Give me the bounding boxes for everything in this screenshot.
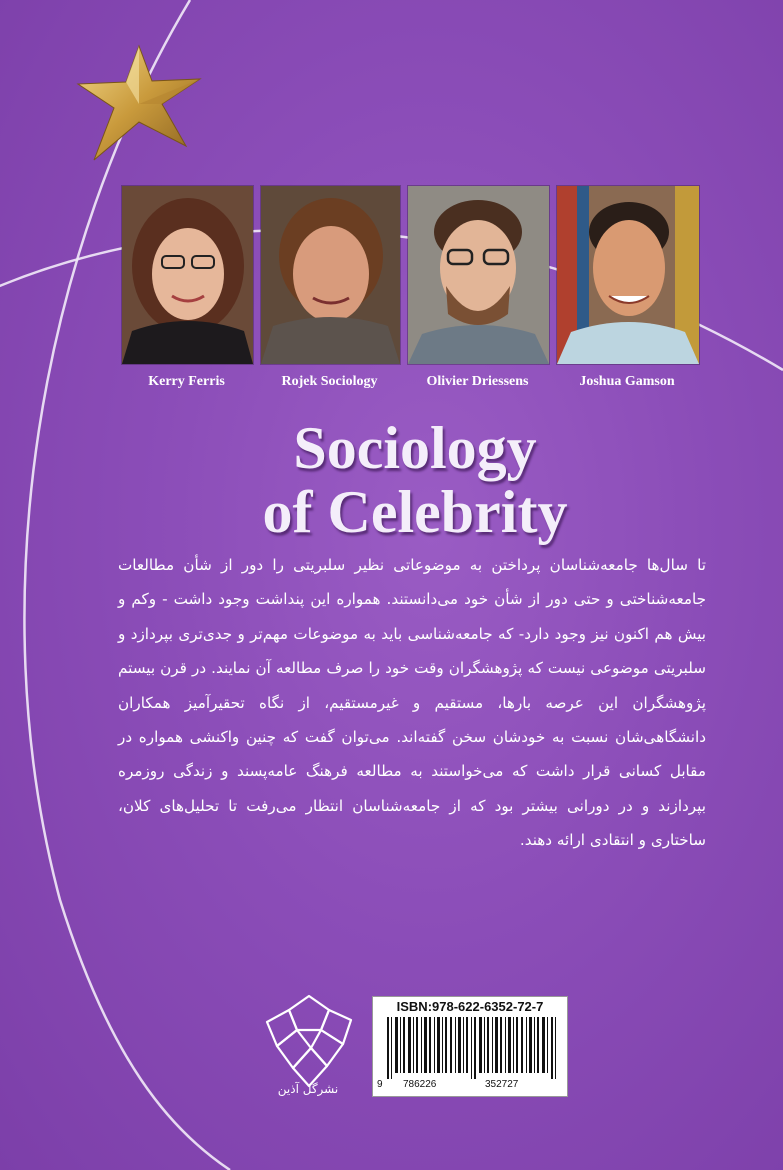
author-photo-joshua-gamson bbox=[556, 185, 700, 365]
author-name: Olivier Driessens bbox=[426, 374, 529, 389]
author-name: Joshua Gamson bbox=[579, 374, 675, 389]
isbn-label: ISBN:978-622-6352-72-7 bbox=[396, 999, 544, 1014]
publisher-logo-icon bbox=[263, 985, 355, 1095]
barcode bbox=[372, 996, 568, 1097]
barcode-digits-group1: 786226 bbox=[403, 1079, 437, 1090]
book-title-line1: Sociology bbox=[293, 415, 537, 481]
book-title-line2: of Celebrity bbox=[262, 479, 568, 545]
barcode-digits-group2: 352727 bbox=[485, 1079, 519, 1090]
barcode-lead-digit: 9 bbox=[377, 1079, 383, 1090]
author-name: Kerry Ferris bbox=[148, 374, 225, 389]
author-photos bbox=[121, 185, 699, 365]
publisher-name: نشرگل آذین bbox=[277, 1082, 339, 1096]
book-description: تا سال‌ها جامعه‌شناسان پرداختن به موضوعاتی نظیر سلبریتی را دور از شأن مطالعات جامعه‌شناختی و حتی دور از شأن خود می‌دانستند. همواره این پنداشت وجود داشت - وکم و بیش هم اکنون نیز وجود دارد- که جامعه‌شناسی باید به موضوعات مهم‌تر و جدی‌تری بپردازد و سلبریتی موضوعی نیست که پژوهشگران وقت خود را صرف مطالعه آن نمایند. در قرن بیستم پژوهشگران این عرصه بارها، مستقیم و غیرمستقیم، از نگاه تحقیرآمیز همکاران دانشگاهی‌شان نسبت به خودشان سخن گفته‌اند. می‌توان گفت که چنین واکنشی همواره در مقابل کسانی قرار داشت که می‌خواستند به مطالعه فرهنگ عامه‌پسند و زندگی روزمره بپردازند و در دورانی بیشتر بود که از جامعه‌شناسان انتظار می‌رفت تا تحلیل‌های کلان، ساختاری و انتقادی ارائه دهند. bbox=[118, 556, 706, 850]
author-name: Rojek Sociology bbox=[281, 374, 378, 389]
author-photo-kerry-ferris bbox=[121, 185, 254, 365]
star-icon bbox=[74, 44, 204, 164]
author-photo-olivier-driessens bbox=[407, 185, 550, 365]
barcode-bars-icon bbox=[387, 1017, 559, 1079]
author-photo-rojek bbox=[260, 185, 401, 365]
